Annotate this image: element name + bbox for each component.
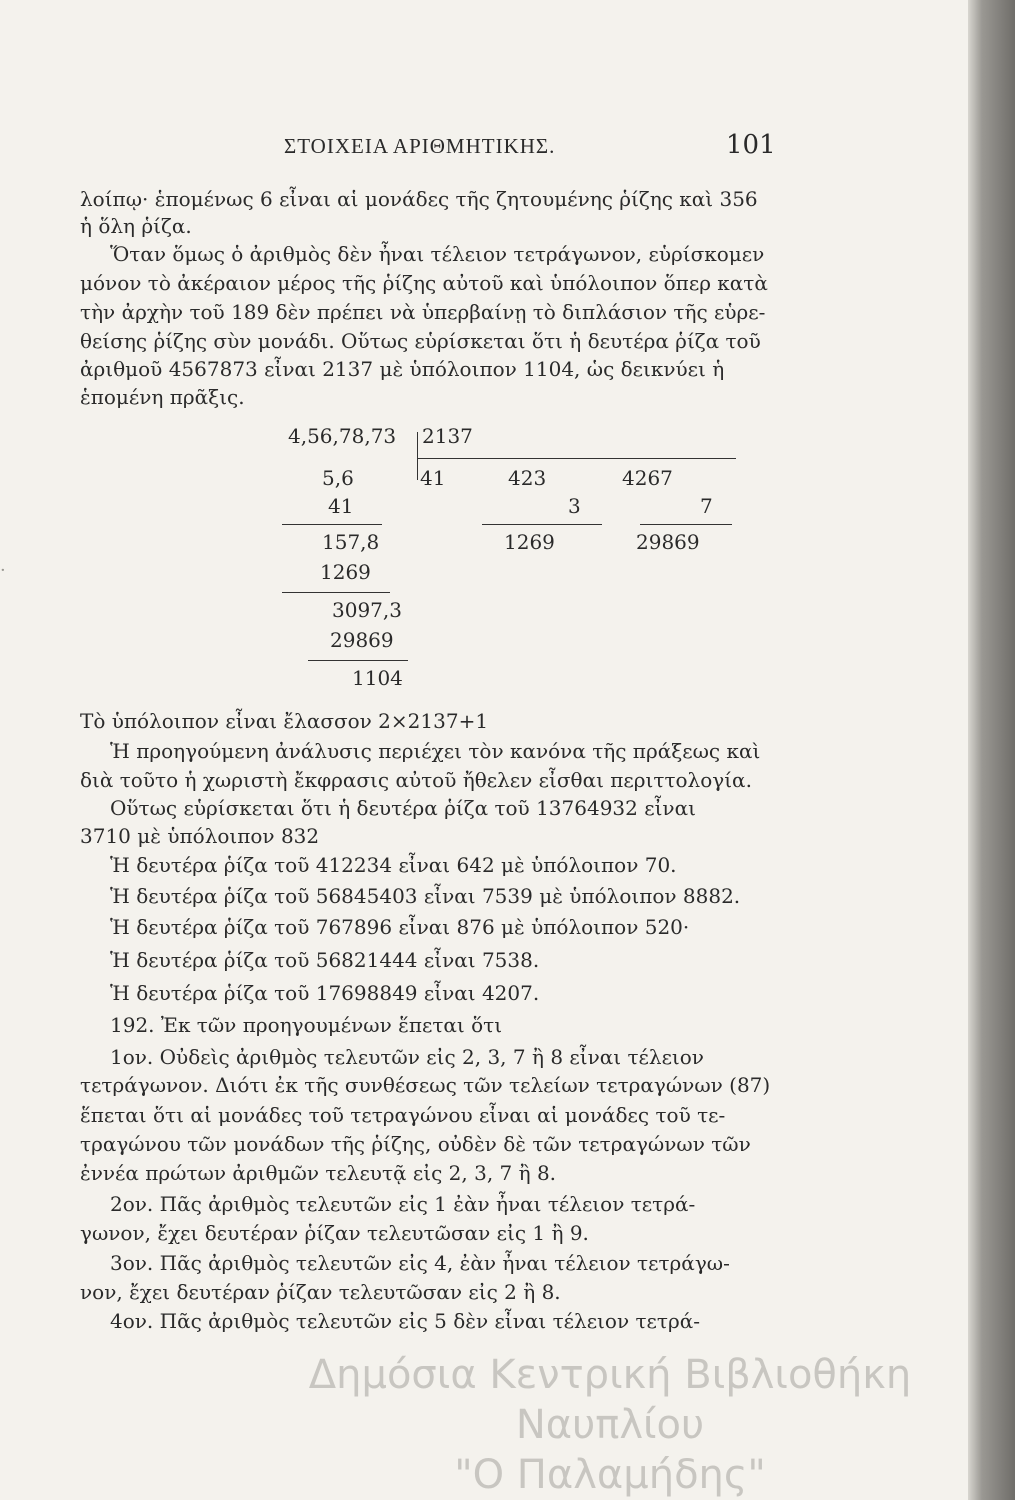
text-line: γωνον, ἔχει δευτέραν ῥίζαν τελευτῶσαν εἰς 1 ἢ 9. xyxy=(80,1221,589,1245)
text-line: Ἡ δευτέρα ῥίζα τοῦ 56845403 εἶναι 7539 μὲ ὑπόλοιπον 8882. xyxy=(110,884,741,908)
calc-rule xyxy=(640,524,732,525)
text-line: 3710 μὲ ὑπόλοιπον 832 xyxy=(80,824,320,848)
margin-mark: · xyxy=(0,560,6,581)
text-line: λοίπῳ· ἑπομένως 6 εἶναι αἱ μονάδες τῆς ζητουμένης ῥίζης καὶ 356 xyxy=(80,187,758,211)
library-watermark xyxy=(230,1350,990,1500)
root-result: 2137 xyxy=(422,424,473,448)
text-line: ἐννέα πρώτων ἀριθμῶν τελευτᾷ εἰς 2, 3, 7 ἢ 8. xyxy=(80,1161,557,1185)
page-header xyxy=(0,128,1015,168)
calc-rule xyxy=(282,592,390,593)
watermark-line: Δημόσια Κεντρική Βιβλιοθήκη Ναυπλίου xyxy=(308,1352,912,1448)
trial-digit: 7 xyxy=(700,494,713,518)
calc-step: 41 xyxy=(328,494,354,518)
watermark-line: "Ο Παλαμήδης" xyxy=(454,1452,766,1498)
text-line: νον, ἔχει δευτέραν ῥίζαν τελευτῶσαν εἰς 2 ἢ 8. xyxy=(80,1280,561,1304)
trial-product: 29869 xyxy=(636,530,700,554)
calc-step: 157,8 xyxy=(322,530,380,554)
calc-rule xyxy=(482,524,602,525)
text-line: Ἡ δευτέρα ῥίζα τοῦ 412234 εἶναι 642 μὲ ὑπόλοιπον 70. xyxy=(110,853,677,877)
dividend: 4,56,78,73 xyxy=(288,424,397,448)
division-bar-horizontal xyxy=(418,458,736,459)
trial-divisor: 423 xyxy=(508,466,547,490)
text-line: ἕπεται ὅτι αἱ μονάδες τοῦ τετραγώνου εἶναι αἱ μονάδες τοῦ τε- xyxy=(80,1103,726,1127)
section-heading: 192. Ἐκ τῶν προηγουμένων ἕπεται ὅτι xyxy=(110,1013,503,1037)
text-line: 4ον. Πᾶς ἀριθμὸς τελευτῶν εἰς 5 δὲν εἶναι τέλειον τετρά- xyxy=(110,1309,700,1333)
trial-divisor: 4267 xyxy=(622,466,673,490)
trial-digit: 3 xyxy=(568,494,581,518)
text-line: Ἡ δευτέρα ῥίζα τοῦ 17698849 εἶναι 4207. xyxy=(110,981,540,1005)
text-line: μόνον τὸ ἀκέραιον μέρος τῆς ῥίζης αὐτοῦ καὶ ὑπόλοιπον ὅπερ κατὰ xyxy=(80,271,768,295)
text-line: 1ον. Οὐδεὶς ἀριθμὸς τελευτῶν εἰς 2, 3, 7 ἢ 8 εἶναι τέλειον xyxy=(110,1045,704,1069)
running-title: ΣΤΟΙΧΕΙΑ ΑΡΙΘΜΗΤΙΚΗΣ. xyxy=(284,134,556,158)
trial-divisor: 41 xyxy=(420,466,446,490)
calc-step: 3097,3 xyxy=(332,598,402,622)
text-line: Ἡ προηγούμενη ἀνάλυσις περιέχει τὸν κανόνα τῆς πράξεως καὶ xyxy=(110,739,761,763)
calc-rule xyxy=(282,524,382,525)
text-line: ἡ ὅλη ῥίζα. xyxy=(80,214,192,238)
remainder: 1104 xyxy=(352,666,403,690)
page-edge-shadow xyxy=(968,0,1015,1500)
text-line: ἑπομένη πρᾶξις. xyxy=(80,385,245,409)
division-bar-vertical xyxy=(417,432,418,480)
text-line: τετράγωνον. Διότι ἐκ τῆς συνθέσεως τῶν τελείων τετραγώνων (87) xyxy=(80,1073,771,1097)
page-number: 101 xyxy=(726,130,776,160)
trial-product: 1269 xyxy=(504,530,555,554)
text-line: 3ον. Πᾶς ἀριθμὸς τελευτῶν εἰς 4, ἐὰν ἦναι τέλειον τετράγω- xyxy=(110,1251,730,1275)
text-line: Ὅταν ὅμως ὁ ἀριθμὸς δὲν ἦναι τέλειον τετράγωνον, εὑρίσκομεν xyxy=(110,242,765,266)
calc-step: 29869 xyxy=(330,628,394,652)
text-line: θείσης ῥίζης σὺν μονάδι. Οὕτως εὑρίσκεται ὅτι ἡ δευτέρα ῥίζα τοῦ xyxy=(80,329,761,353)
text-line: Τὸ ὑπόλοιπον εἶναι ἔλασσον 2×2137+1 xyxy=(80,709,489,733)
text-line: Ἡ δευτέρα ῥίζα τοῦ 56821444 εἶναι 7538. xyxy=(110,948,540,972)
calc-rule xyxy=(308,660,408,661)
text-line: Οὕτως εὑρίσκεται ὅτι ἡ δευτέρα ῥίζα τοῦ 13764932 εἶναι xyxy=(110,796,696,820)
text-line: ἀριθμοῦ 4567873 εἶναι 2137 μὲ ὑπόλοιπον 1104, ὡς δεικνύει ἡ xyxy=(80,357,725,381)
calc-step: 5,6 xyxy=(322,466,354,490)
text-line: 2ον. Πᾶς ἀριθμὸς τελευτῶν εἰς 1 ἐὰν ἦναι τέλειον τετρά- xyxy=(110,1192,696,1216)
text-line: τὴν ἀρχὴν τοῦ 189 δὲν πρέπει νὰ ὑπερβαίνῃ τὸ διπλάσιον τῆς εὑρε- xyxy=(80,300,766,324)
calc-step: 1269 xyxy=(320,560,371,584)
text-line: Ἡ δευτέρα ῥίζα τοῦ 767896 εἶναι 876 μὲ ὑπόλοιπον 520· xyxy=(110,915,690,939)
text-line: τραγώνου τῶν μονάδων τῆς ῥίζης, οὐδὲν δὲ τῶν τετραγώνων τῶν xyxy=(80,1132,751,1156)
text-line: διὰ τοῦτο ἡ χωριστὴ ἔκφρασις αὐτοῦ ἤθελεν εἶσθαι περιττολογία. xyxy=(80,768,752,792)
